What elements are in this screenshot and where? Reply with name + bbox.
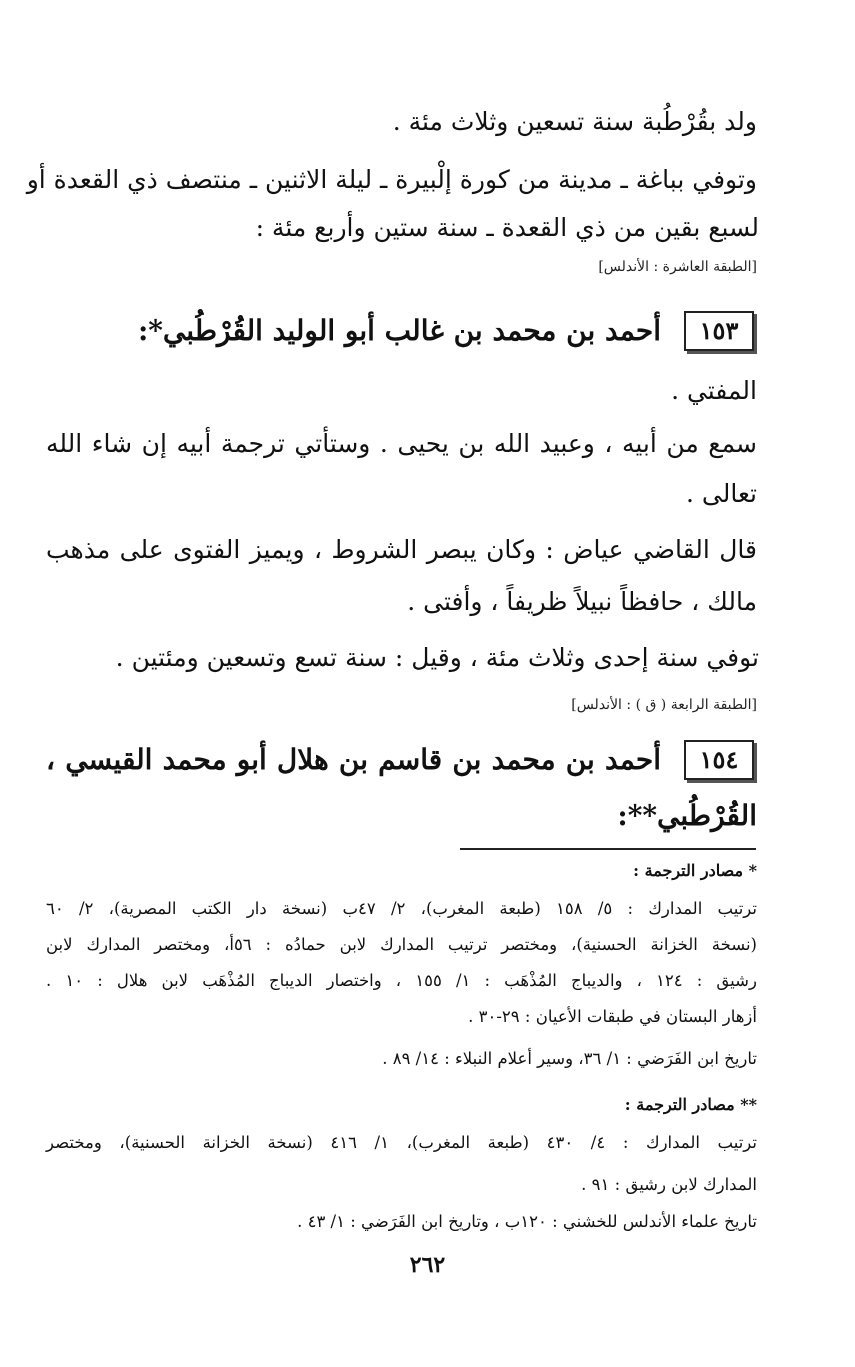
footnote-line: تاريخ علماء الأندلس للخشني : ١٢٠ب ، وتاريخ ابن الفَرَضي : ١/ ٤٣ . (297, 1212, 757, 1231)
footnote-line: ترتيب المدارك : ٤/ ٤٣٠ (طبعة المغرب)، ١/ ٤١٦ (نسخة الخزانة الحسنية)، ومختصر (46, 1133, 757, 1152)
entry-number-box: ١٥٣ (684, 311, 754, 351)
entry-heading-continued: القُرْطُبي**: (617, 799, 757, 832)
text-line: وتوفي بباغة ـ مدينة من كورة إلْبيرة ـ ليلة الاثنين ـ منتصف ذي القعدة أو (26, 165, 757, 194)
footnote-line: ترتيب المدارك : ٥/ ١٥٨ (طبعة المغرب)، ٢/ ٤٧ب (نسخة دار الكتب المصرية)، ٢/ ٦٠ (46, 899, 757, 918)
entry-heading: أحمد بن محمد بن غالب أبو الوليد القُرْطُبي*: (137, 314, 661, 347)
page-number: ٢٦٢ (409, 1252, 446, 1278)
footnote-line: المدارك لابن رشيق : ٩١ . (581, 1175, 757, 1194)
footnote-line: رشيق : ١٢٤ ، والديباج المُذْهَب : ١/ ١٥٥ ، واختصار الديباج المُذْهَب لابن هلال : ١٠ . (46, 971, 757, 990)
text-line: سمع من أبيه ، وعبيد الله بن يحيى . وستأتي ترجمة أبيه إن شاء الله (46, 429, 757, 458)
footnote-title: * مصادر الترجمة : (633, 861, 757, 880)
text-line: تعالى . (686, 479, 757, 508)
footnote-line: تاريخ ابن الفَرَضي : ١/ ٣٦، وسير أعلام النبلاء : ١٤/ ٨٩ . (382, 1049, 757, 1068)
footnote-title: ** مصادر الترجمة : (624, 1095, 757, 1114)
entry-number-box: ١٥٤ (684, 740, 754, 780)
footnote-separator (460, 848, 756, 850)
footnote-line: أزهار البستان في طبقات الأعيان : ٢٩-٣٠ . (468, 1007, 757, 1026)
entry-heading: أحمد بن محمد بن قاسم بن هلال أبو محمد القيسي ، (46, 743, 661, 776)
classification-tag: [الطبقة العاشرة : الأندلس] (598, 259, 757, 275)
text-line: المفتي . (671, 376, 757, 405)
text-line: قال القاضي عياض : وكان يبصر الشروط ، ويميز الفتوى على مذهب (46, 535, 757, 564)
text-line: لسبع بقين من ذي القعدة ـ سنة ستين وأربع مئة : (255, 213, 759, 242)
text-line: مالك ، حافظاً نبيلاً ظريفاً ، وأفتى . (407, 587, 757, 616)
text-line: ولد بقُرْطُبة سنة تسعين وثلاث مئة . (392, 107, 757, 136)
text-line: توفي سنة إحدى وثلاث مئة ، وقيل : سنة تسع وتسعين ومئتين . (115, 643, 759, 672)
footnote-line: (نسخة الخزانة الحسنية)، ومختصر ترتيب المدارك لابن حمادُه : ٥٦أ، ومختصر المدارك لابن (46, 935, 757, 954)
classification-tag: [الطبقة الرابعة ( ق ) : الأندلس] (571, 697, 757, 713)
